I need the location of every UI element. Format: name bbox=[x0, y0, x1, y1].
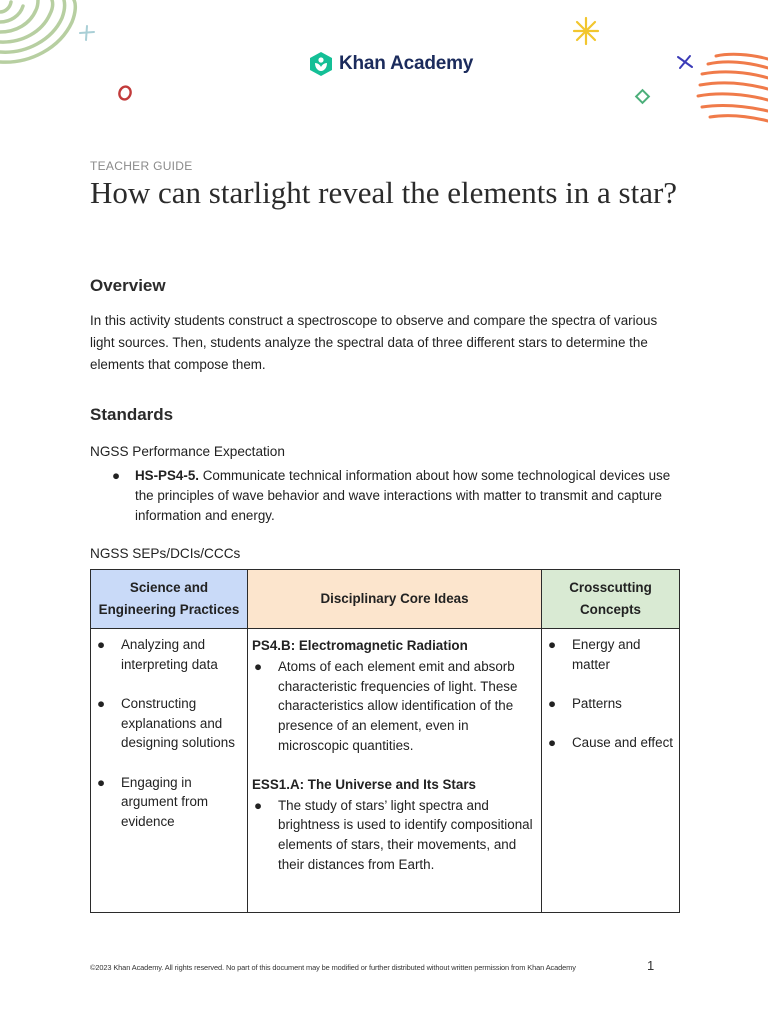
page-number: 1 bbox=[647, 958, 655, 973]
list-item: ● Analyzing and interpreting data bbox=[97, 637, 218, 672]
dci-list bbox=[252, 657, 537, 756]
pe-description: Communicate technical information about how some technological devices use the principles of wave behavior and wave interactions with matter to transmit and capture information and energy. bbox=[135, 468, 671, 523]
list-item: ● Atoms of each element emit and absorb characteristic frequencies of light. These characteristics allow identification of the presence of an element, even in microscopic quantities. bbox=[254, 659, 518, 753]
copyright-notice: ©2023 Khan Academy. All rights reserved. No part of this document may be modified or further distributed without written permission from Khan Academy bbox=[90, 963, 576, 972]
green-swirl-icon bbox=[0, 0, 82, 70]
pe-label: NGSS Performance Expectation bbox=[90, 444, 285, 459]
bullet-glyph: ● bbox=[112, 468, 121, 483]
list-item: ● Constructing explanations and designing solutions bbox=[97, 695, 235, 751]
practices-cell bbox=[91, 629, 248, 913]
core-ideas-cell bbox=[248, 629, 542, 913]
pe-list-item bbox=[112, 466, 682, 526]
document-kicker: TEACHER GUIDE bbox=[90, 159, 193, 173]
pe-item-text bbox=[135, 466, 682, 526]
header-practices: Science and Engineering Practices bbox=[91, 570, 248, 629]
list-item: ● Engaging in argument from evidence bbox=[97, 774, 209, 829]
table-header-row bbox=[91, 570, 680, 629]
page-title: How can starlight reveal the elements in a star? bbox=[90, 175, 678, 210]
standards-heading: Standards bbox=[90, 405, 174, 424]
diamond-icon bbox=[634, 88, 652, 106]
dci-heading: PS4.B: Electromagnetic Radiation bbox=[252, 638, 468, 653]
concepts-cell bbox=[542, 629, 680, 913]
dci-heading: ESS1.A: The Universe and Its Stars bbox=[252, 776, 476, 792]
pe-code: HS-PS4-5. bbox=[135, 468, 199, 483]
list-item: ● Cause and effect bbox=[548, 735, 673, 751]
plus-icon bbox=[78, 24, 96, 42]
list-item: ● The study of stars’ light spectra and brightness is used to identify compositional elements of stars, their movements, and their distances from Earth. bbox=[254, 797, 533, 872]
khan-academy-logo bbox=[309, 51, 473, 77]
concepts-list bbox=[546, 635, 675, 753]
table-label: NGSS SEPs/DCIs/CCCs bbox=[90, 546, 241, 561]
overview-heading: Overview bbox=[90, 276, 166, 295]
practices-list bbox=[95, 635, 243, 832]
header-concepts: Crosscutting Concepts bbox=[542, 570, 680, 629]
table-row bbox=[91, 629, 680, 913]
stripes-icon bbox=[690, 50, 768, 130]
overview-text: In this activity students construct a spectroscope to observe and compare the spectra of various light sources. Then, students analyze the spectral data of three different stars to determine the elements that compose them. bbox=[90, 313, 658, 372]
khan-academy-logo-icon bbox=[309, 51, 333, 77]
list-item: ● Patterns bbox=[548, 695, 622, 711]
sparkle-icon bbox=[572, 16, 600, 46]
standards-table bbox=[90, 569, 680, 913]
list-item: ● Energy and matter bbox=[548, 637, 641, 672]
header-core-ideas: Disciplinary Core Ideas bbox=[248, 570, 542, 629]
dci-list bbox=[252, 796, 537, 875]
ring-icon bbox=[116, 84, 134, 102]
logo-text: Khan Academy bbox=[339, 53, 474, 74]
